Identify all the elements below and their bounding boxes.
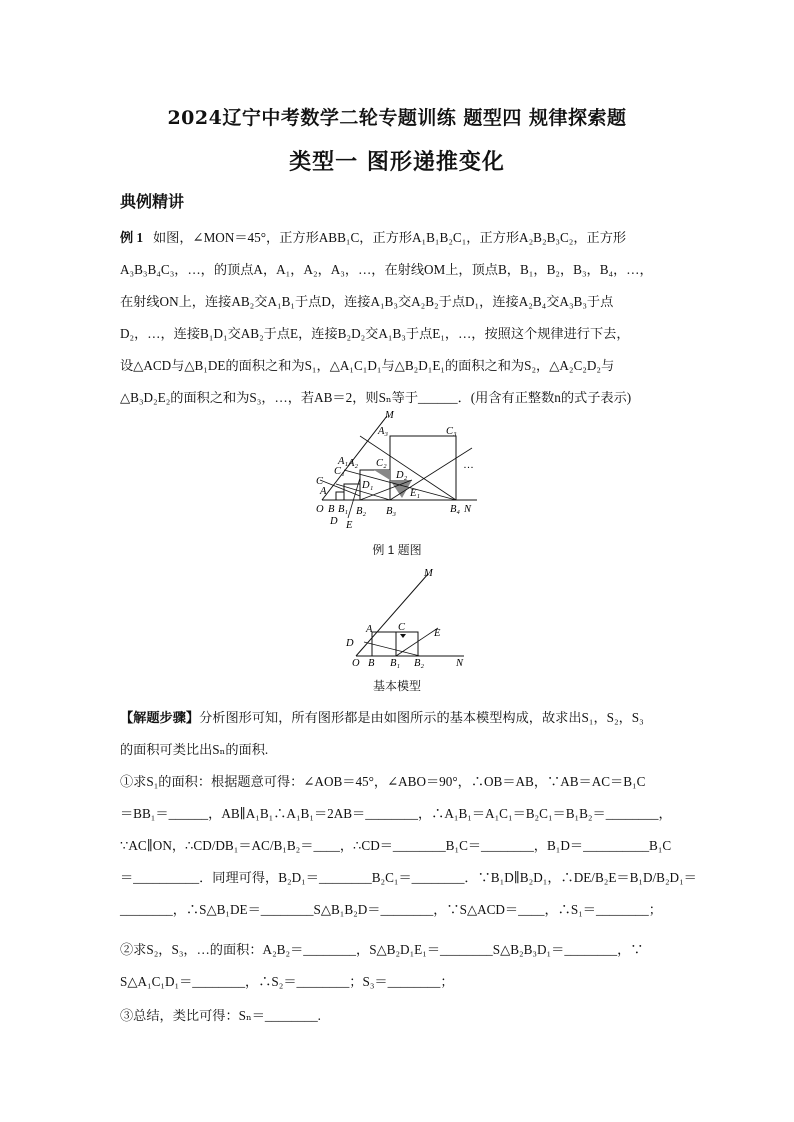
- example-line: 例 1 如图，∠MON＝45°，正方形ABB₁C，正方形A₁B₁B₂C₁，正方形A₂B₂B₃C₂，正方形: [120, 230, 627, 245]
- label-O: O: [352, 658, 360, 669]
- question-3: [120, 1000, 680, 1032]
- example-line: 设△ACD与△B₁DE的面积之和为S₁，△A₁C₁D₁与△B₂D₁E₁的面积之和为S₂，△A₂C₂D₂与: [120, 358, 615, 373]
- example-label: 例 1: [120, 230, 144, 245]
- label-B: B: [328, 504, 335, 515]
- label-C: C: [398, 622, 406, 633]
- q1-line: ＝BB₁＝______，AB∥A₁B₁∴A₁B₁＝2AB＝________，∴A₁B₁＝A₁C₁＝B₂C₁＝B₁B₂＝________，: [120, 806, 672, 821]
- q1-line: ①求S₁的面积：根据题意可得：∠AOB＝45°，∠ABO＝90°，∴OB＝AB，∵AB＝AC＝B₁C: [120, 774, 646, 789]
- steps-line: 的面积可类比出Sₙ的面积.: [120, 742, 269, 757]
- label-M: M: [424, 568, 433, 579]
- label-A2: A₂: [348, 458, 359, 469]
- question-2: [120, 934, 680, 998]
- label-C2: C₂: [376, 458, 387, 469]
- q3-line: ③总结，类比可得：Sₙ＝________.: [120, 1008, 321, 1023]
- label-E: E: [434, 628, 441, 639]
- steps-line: 【解题步骤】分析图形可知，所有图形都是由如图所示的基本模型构成，故求出S₁，S₂，S₃: [120, 710, 644, 725]
- label-B3: B₃: [386, 506, 397, 517]
- example-line: A₃B₃B₄C₃，…，的顶点A，A₁，A₂，A₃，…，在射线OM上，顶点B，B₁，B₂，B₃，B₄，…，: [120, 262, 653, 277]
- q2-line: S△A₁C₁D₁＝________，∴S₂＝________；S₃＝________；: [120, 974, 454, 989]
- q2-line: ②求S₂，S₃，…的面积：A₂B₂＝________，S△B₂D₁E₁＝________S△B₂B₃D₁＝________，∵: [120, 942, 644, 957]
- label-B: B: [368, 658, 375, 669]
- label-N: N: [456, 658, 464, 669]
- question-1: [120, 766, 697, 926]
- q1-line: ∵AC∥ON，∴CD/DB₁＝AC/B₁B₂＝____，∴CD＝________B₁C＝________，B₁D＝__________B₁C: [120, 838, 672, 853]
- q1-line: ________，∴S△B₁DE＝________S△B₁B₂D＝________，∵S△ACD＝____，∴S₁＝________；: [120, 902, 662, 917]
- label-B2: B₂: [414, 658, 425, 669]
- document-title: 2024辽宁中考数学二轮专题训练 题型四 规律探索题: [167, 107, 627, 129]
- steps-label: 【解题步骤】: [120, 710, 200, 725]
- label-B1: B₁: [338, 504, 349, 515]
- label-M: M: [385, 410, 394, 421]
- label-D: D: [330, 516, 338, 527]
- label-B2: B₂: [356, 506, 367, 517]
- q1-line: ＝__________．同理可得，B₂D₁＝________B₂C₁＝________．∵B₁D∥B₂D₁，∴DE/B₂E＝B₁D/B₂D₁＝: [120, 870, 697, 885]
- section-heading: 典例精讲: [120, 192, 185, 211]
- label-D1: D₁: [362, 480, 374, 491]
- example-1-figure: [312, 408, 492, 530]
- figure-1-caption: 例 1 题图: [372, 543, 422, 557]
- label-E: E: [346, 520, 353, 530]
- example-1-text: [120, 222, 680, 414]
- label-N: N: [464, 504, 472, 515]
- label-A: A: [366, 624, 373, 635]
- example-line: D₂，…，连接B₁D₁交AB₂于点E，连接B₂D₂交A₁B₃于点E₁，…，按照这个规律进行下去，: [120, 326, 630, 341]
- label-D2: D₂: [396, 470, 408, 481]
- label-C3: C₃: [446, 426, 457, 437]
- label-A1: A₁: [338, 456, 349, 467]
- label-B4: B₄: [450, 504, 461, 515]
- label-A: A: [320, 486, 327, 497]
- solution-steps: [120, 702, 680, 766]
- label-C1: C₁: [334, 466, 345, 477]
- document-subtitle: 类型一 图形递推变化: [289, 149, 505, 175]
- label-A3: A₃: [378, 426, 389, 437]
- label-C: C: [316, 476, 324, 487]
- basic-model-figure: [340, 566, 472, 670]
- label-D: D: [346, 638, 354, 649]
- label-ellipsis: …: [464, 460, 474, 471]
- example-line: △B₃D₂E₂的面积之和为S₃，…，若AB＝2，则Sₙ等于______．(用含有正整数n的式子表示): [120, 390, 632, 405]
- label-O: O: [316, 504, 324, 515]
- label-E1: E₁: [410, 488, 421, 499]
- label-B1: B₁: [390, 658, 401, 669]
- example-line: 在射线ON上，连接AB₂交A₁B₁于点D，连接A₁B₃交A₂B₂于点D₁，连接A₂B₄交A₃B₃于点: [120, 294, 614, 309]
- figure-2-caption: 基本模型: [372, 679, 421, 693]
